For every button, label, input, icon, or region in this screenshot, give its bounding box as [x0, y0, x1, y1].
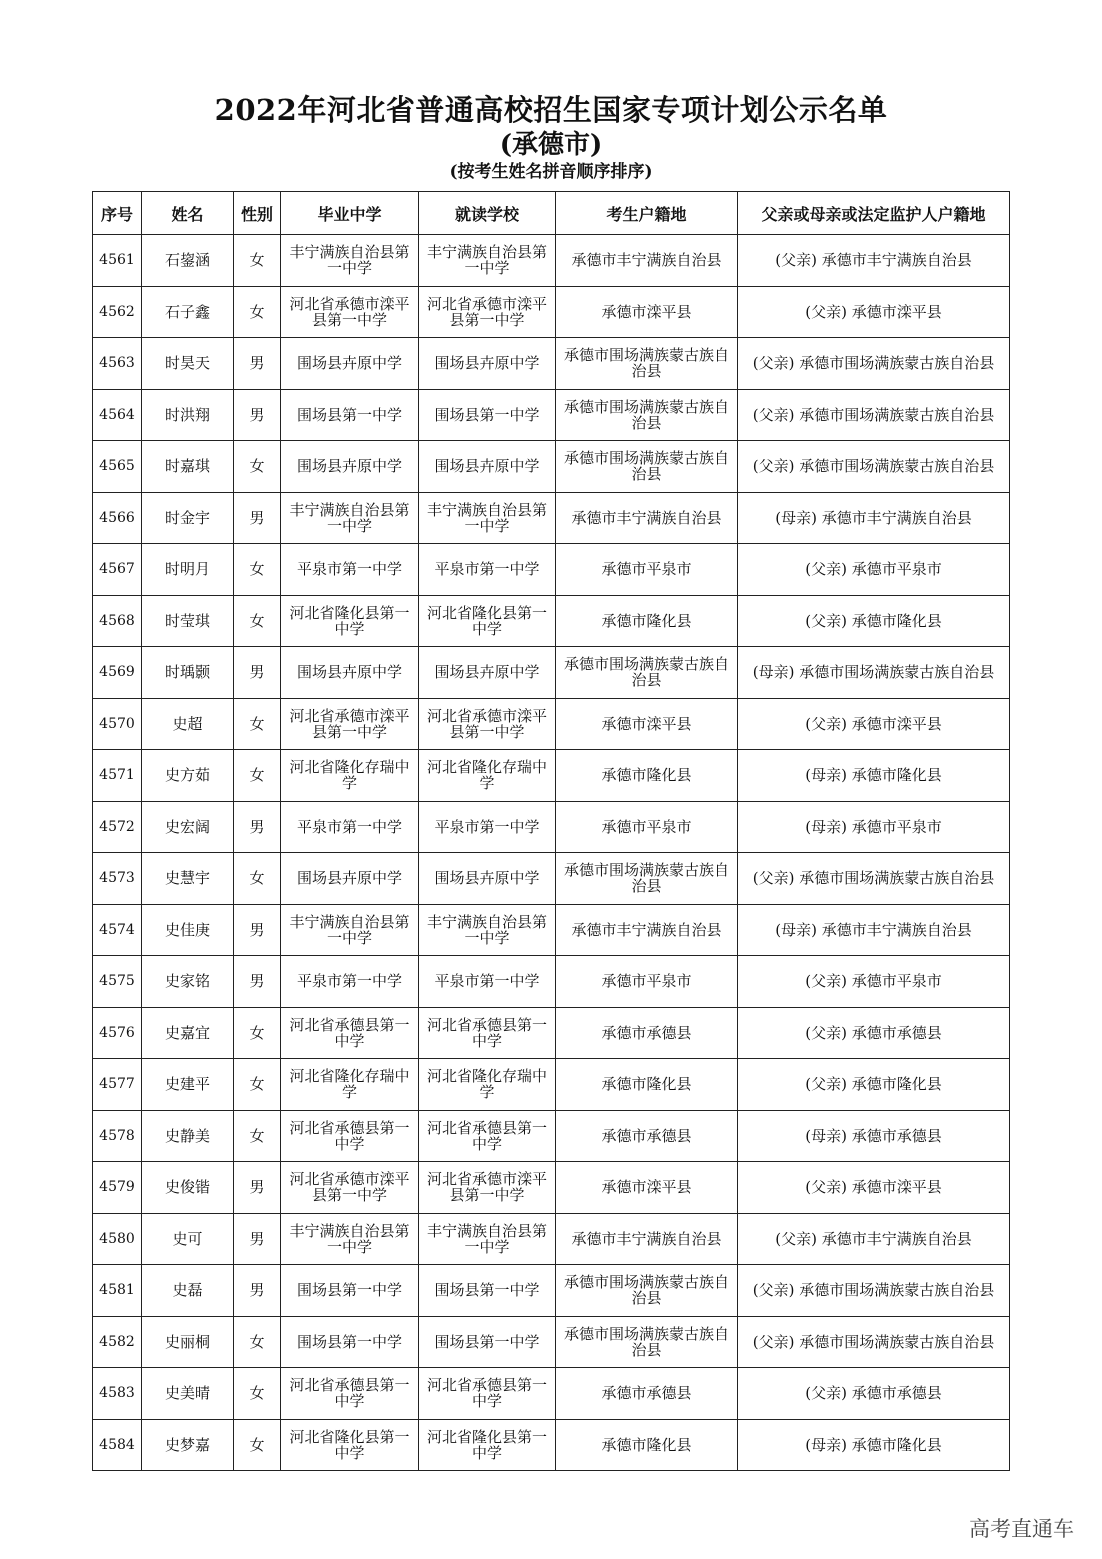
cell-student-residence: 承德市滦平县: [556, 1162, 738, 1214]
cell-name: 史超: [142, 698, 234, 750]
cell-current-school: 围场县第一中学: [419, 1316, 556, 1368]
roster-table: [92, 191, 1010, 1471]
cell-gender: 女: [234, 595, 281, 647]
cell-current-school: 围场县第一中学: [419, 1265, 556, 1317]
cell-current-school: 围场县卉原中学: [419, 441, 556, 493]
cell-serial: 4580: [93, 1213, 142, 1265]
cell-graduation-school: 丰宁满族自治县第一中学: [281, 492, 419, 544]
cell-current-school: 丰宁满族自治县第一中学: [419, 1213, 556, 1265]
table-row: [93, 1007, 1010, 1059]
table-row: [93, 801, 1010, 853]
table-row: [93, 1368, 1010, 1420]
cell-name: 史嘉宜: [142, 1007, 234, 1059]
cell-student-residence: 承德市承德县: [556, 1368, 738, 1420]
cell-guardian-residence: (父亲) 承德市围场满族蒙古族自治县: [738, 389, 1010, 441]
cell-current-school: 丰宁满族自治县第一中学: [419, 492, 556, 544]
cell-current-school: 围场县第一中学: [419, 389, 556, 441]
cell-graduation-school: 围场县第一中学: [281, 1316, 419, 1368]
cell-serial: 4573: [93, 853, 142, 905]
cell-name: 石子鑫: [142, 286, 234, 338]
cell-serial: 4562: [93, 286, 142, 338]
table-row: [93, 286, 1010, 338]
cell-student-residence: 承德市丰宁满族自治县: [556, 904, 738, 956]
cell-gender: 男: [234, 801, 281, 853]
cell-student-residence: 承德市围场满族蒙古族自治县: [556, 853, 738, 905]
table-row: [93, 1110, 1010, 1162]
cell-student-residence: 承德市隆化县: [556, 1419, 738, 1471]
cell-graduation-school: 河北省承德市滦平县第一中学: [281, 1162, 419, 1214]
cell-serial: 4576: [93, 1007, 142, 1059]
table-row: [93, 338, 1010, 390]
cell-student-residence: 承德市滦平县: [556, 698, 738, 750]
cell-gender: 男: [234, 338, 281, 390]
table-row: [93, 1419, 1010, 1471]
document-subtitle: (承德市): [499, 130, 603, 160]
cell-gender: 男: [234, 647, 281, 699]
cell-guardian-residence: (母亲) 承德市隆化县: [738, 1419, 1010, 1471]
cell-guardian-residence: (父亲) 承德市滦平县: [738, 286, 1010, 338]
cell-name: 史美晴: [142, 1368, 234, 1420]
table-row: [93, 1213, 1010, 1265]
cell-name: 时瑀颢: [142, 647, 234, 699]
cell-guardian-residence: (父亲) 承德市平泉市: [738, 544, 1010, 596]
cell-serial: 4578: [93, 1110, 142, 1162]
cell-gender: 女: [234, 286, 281, 338]
cell-guardian-residence: (母亲) 承德市隆化县: [738, 750, 1010, 802]
cell-name: 史慧宇: [142, 853, 234, 905]
cell-current-school: 平泉市第一中学: [419, 956, 556, 1008]
table-header-row: [93, 192, 1010, 235]
cell-name: 时明月: [142, 544, 234, 596]
cell-serial: 4574: [93, 904, 142, 956]
cell-gender: 女: [234, 1059, 281, 1111]
cell-guardian-residence: (父亲) 承德市承德县: [738, 1007, 1010, 1059]
cell-graduation-school: 平泉市第一中学: [281, 956, 419, 1008]
cell-graduation-school: 河北省承德县第一中学: [281, 1110, 419, 1162]
cell-name: 史宏阔: [142, 801, 234, 853]
cell-graduation-school: 河北省隆化存瑞中学: [281, 750, 419, 802]
table-row: [93, 1059, 1010, 1111]
cell-gender: 男: [234, 1265, 281, 1317]
cell-current-school: 河北省隆化县第一中学: [419, 1419, 556, 1471]
table-row: [93, 595, 1010, 647]
table-row: [93, 492, 1010, 544]
cell-graduation-school: 丰宁满族自治县第一中学: [281, 235, 419, 287]
cell-graduation-school: 丰宁满族自治县第一中学: [281, 1213, 419, 1265]
cell-guardian-residence: (父亲) 承德市围场满族蒙古族自治县: [738, 441, 1010, 493]
col-header-guardian-residence: 父亲或母亲或法定监护人户籍地: [738, 192, 1010, 235]
cell-student-residence: 承德市平泉市: [556, 801, 738, 853]
cell-student-residence: 承德市隆化县: [556, 1059, 738, 1111]
table-body: [93, 235, 1010, 1471]
cell-name: 时洪翔: [142, 389, 234, 441]
cell-current-school: 平泉市第一中学: [419, 544, 556, 596]
cell-serial: 4567: [93, 544, 142, 596]
watermark: 高考直通车: [969, 1517, 1074, 1541]
cell-serial: 4579: [93, 1162, 142, 1214]
sort-note: (按考生姓名拼音顺序排序): [449, 162, 653, 182]
cell-serial: 4581: [93, 1265, 142, 1317]
cell-current-school: 河北省承德县第一中学: [419, 1007, 556, 1059]
cell-guardian-residence: (父亲) 承德市丰宁满族自治县: [738, 235, 1010, 287]
cell-current-school: 平泉市第一中学: [419, 801, 556, 853]
cell-guardian-residence: (父亲) 承德市滦平县: [738, 698, 1010, 750]
table-row: [93, 235, 1010, 287]
cell-name: 史梦嘉: [142, 1419, 234, 1471]
cell-serial: 4561: [93, 235, 142, 287]
table-row: [93, 1162, 1010, 1214]
cell-gender: 男: [234, 904, 281, 956]
cell-student-residence: 承德市围场满族蒙古族自治县: [556, 1316, 738, 1368]
document-title: 2022年河北省普通高校招生国家专项计划公示名单: [214, 93, 888, 127]
cell-name: 时莹琪: [142, 595, 234, 647]
cell-name: 史可: [142, 1213, 234, 1265]
cell-current-school: 丰宁满族自治县第一中学: [419, 235, 556, 287]
cell-gender: 女: [234, 544, 281, 596]
cell-student-residence: 承德市平泉市: [556, 544, 738, 596]
cell-guardian-residence: (母亲) 承德市承德县: [738, 1110, 1010, 1162]
cell-graduation-school: 河北省隆化存瑞中学: [281, 1059, 419, 1111]
cell-graduation-school: 河北省承德市滦平县第一中学: [281, 698, 419, 750]
cell-guardian-residence: (母亲) 承德市平泉市: [738, 801, 1010, 853]
table-row: [93, 1316, 1010, 1368]
cell-gender: 女: [234, 235, 281, 287]
cell-name: 史磊: [142, 1265, 234, 1317]
cell-serial: 4563: [93, 338, 142, 390]
cell-current-school: 河北省承德县第一中学: [419, 1110, 556, 1162]
cell-serial: 4575: [93, 956, 142, 1008]
cell-current-school: 河北省隆化县第一中学: [419, 595, 556, 647]
cell-student-residence: 承德市平泉市: [556, 956, 738, 1008]
cell-gender: 男: [234, 492, 281, 544]
cell-graduation-school: 围场县第一中学: [281, 1265, 419, 1317]
col-header-graduation-school: 毕业中学: [281, 192, 419, 235]
col-header-serial: 序号: [93, 192, 142, 235]
cell-student-residence: 承德市丰宁满族自治县: [556, 492, 738, 544]
cell-student-residence: 承德市围场满族蒙古族自治县: [556, 389, 738, 441]
cell-serial: 4568: [93, 595, 142, 647]
cell-gender: 男: [234, 389, 281, 441]
cell-guardian-residence: (母亲) 承德市丰宁满族自治县: [738, 492, 1010, 544]
cell-gender: 男: [234, 1162, 281, 1214]
cell-gender: 女: [234, 441, 281, 493]
cell-name: 时嘉琪: [142, 441, 234, 493]
cell-student-residence: 承德市滦平县: [556, 286, 738, 338]
col-header-student-residence: 考生户籍地: [556, 192, 738, 235]
cell-serial: 4569: [93, 647, 142, 699]
cell-current-school: 河北省承德市滦平县第一中学: [419, 698, 556, 750]
table-row: [93, 389, 1010, 441]
table-row: [93, 853, 1010, 905]
cell-guardian-residence: (母亲) 承德市围场满族蒙古族自治县: [738, 647, 1010, 699]
cell-serial: 4566: [93, 492, 142, 544]
cell-current-school: 河北省承德市滦平县第一中学: [419, 286, 556, 338]
table-row: [93, 698, 1010, 750]
cell-gender: 女: [234, 853, 281, 905]
cell-gender: 女: [234, 1368, 281, 1420]
cell-guardian-residence: (父亲) 承德市隆化县: [738, 595, 1010, 647]
cell-serial: 4577: [93, 1059, 142, 1111]
cell-graduation-school: 河北省承德市滦平县第一中学: [281, 286, 419, 338]
col-header-name: 姓名: [142, 192, 234, 235]
cell-graduation-school: 河北省隆化县第一中学: [281, 1419, 419, 1471]
cell-graduation-school: 围场县第一中学: [281, 389, 419, 441]
cell-graduation-school: 河北省承德县第一中学: [281, 1368, 419, 1420]
cell-current-school: 围场县卉原中学: [419, 853, 556, 905]
cell-graduation-school: 围场县卉原中学: [281, 647, 419, 699]
cell-guardian-residence: (父亲) 承德市围场满族蒙古族自治县: [738, 853, 1010, 905]
cell-gender: 女: [234, 698, 281, 750]
cell-graduation-school: 平泉市第一中学: [281, 544, 419, 596]
table-row: [93, 1265, 1010, 1317]
cell-guardian-residence: (父亲) 承德市平泉市: [738, 956, 1010, 1008]
table-row: [93, 544, 1010, 596]
cell-name: 史方茹: [142, 750, 234, 802]
cell-guardian-residence: (父亲) 承德市滦平县: [738, 1162, 1010, 1214]
cell-student-residence: 承德市承德县: [556, 1007, 738, 1059]
cell-current-school: 围场县卉原中学: [419, 647, 556, 699]
cell-guardian-residence: (父亲) 承德市围场满族蒙古族自治县: [738, 1265, 1010, 1317]
cell-guardian-residence: (父亲) 承德市围场满族蒙古族自治县: [738, 1316, 1010, 1368]
cell-graduation-school: 丰宁满族自治县第一中学: [281, 904, 419, 956]
cell-name: 史丽桐: [142, 1316, 234, 1368]
col-header-gender: 性别: [234, 192, 281, 235]
cell-guardian-residence: (母亲) 承德市丰宁满族自治县: [738, 904, 1010, 956]
cell-current-school: 河北省承德县第一中学: [419, 1368, 556, 1420]
cell-student-residence: 承德市围场满族蒙古族自治县: [556, 1265, 738, 1317]
table-row: [93, 904, 1010, 956]
cell-name: 史静美: [142, 1110, 234, 1162]
table-row: [93, 750, 1010, 802]
cell-gender: 女: [234, 1316, 281, 1368]
cell-graduation-school: 平泉市第一中学: [281, 801, 419, 853]
cell-current-school: 河北省隆化存瑞中学: [419, 750, 556, 802]
cell-name: 史佳庚: [142, 904, 234, 956]
col-header-current-school: 就读学校: [419, 192, 556, 235]
cell-guardian-residence: (父亲) 承德市丰宁满族自治县: [738, 1213, 1010, 1265]
cell-name: 石鋆涵: [142, 235, 234, 287]
cell-current-school: 围场县卉原中学: [419, 338, 556, 390]
cell-name: 史建平: [142, 1059, 234, 1111]
cell-serial: 4583: [93, 1368, 142, 1420]
cell-student-residence: 承德市围场满族蒙古族自治县: [556, 647, 738, 699]
cell-gender: 女: [234, 1007, 281, 1059]
cell-gender: 女: [234, 1419, 281, 1471]
cell-student-residence: 承德市围场满族蒙古族自治县: [556, 441, 738, 493]
cell-serial: 4572: [93, 801, 142, 853]
cell-graduation-school: 围场县卉原中学: [281, 338, 419, 390]
cell-guardian-residence: (父亲) 承德市承德县: [738, 1368, 1010, 1420]
cell-current-school: 河北省隆化存瑞中学: [419, 1059, 556, 1111]
cell-gender: 男: [234, 1213, 281, 1265]
cell-serial: 4564: [93, 389, 142, 441]
cell-graduation-school: 围场县卉原中学: [281, 853, 419, 905]
cell-name: 时昊天: [142, 338, 234, 390]
cell-student-residence: 承德市隆化县: [556, 595, 738, 647]
cell-serial: 4571: [93, 750, 142, 802]
cell-student-residence: 承德市丰宁满族自治县: [556, 235, 738, 287]
cell-graduation-school: 围场县卉原中学: [281, 441, 419, 493]
cell-serial: 4565: [93, 441, 142, 493]
table-row: [93, 441, 1010, 493]
cell-gender: 女: [234, 750, 281, 802]
cell-serial: 4582: [93, 1316, 142, 1368]
cell-guardian-residence: (父亲) 承德市围场满族蒙古族自治县: [738, 338, 1010, 390]
cell-student-residence: 承德市承德县: [556, 1110, 738, 1162]
cell-serial: 4584: [93, 1419, 142, 1471]
table-row: [93, 956, 1010, 1008]
cell-graduation-school: 河北省隆化县第一中学: [281, 595, 419, 647]
cell-name: 史俊锴: [142, 1162, 234, 1214]
cell-gender: 女: [234, 1110, 281, 1162]
cell-student-residence: 承德市围场满族蒙古族自治县: [556, 338, 738, 390]
cell-gender: 男: [234, 956, 281, 1008]
cell-current-school: 河北省承德市滦平县第一中学: [419, 1162, 556, 1214]
cell-name: 史家铭: [142, 956, 234, 1008]
cell-name: 时金宇: [142, 492, 234, 544]
cell-guardian-residence: (父亲) 承德市隆化县: [738, 1059, 1010, 1111]
cell-student-residence: 承德市隆化县: [556, 750, 738, 802]
cell-student-residence: 承德市丰宁满族自治县: [556, 1213, 738, 1265]
table-row: [93, 647, 1010, 699]
cell-graduation-school: 河北省承德县第一中学: [281, 1007, 419, 1059]
cell-current-school: 丰宁满族自治县第一中学: [419, 904, 556, 956]
cell-serial: 4570: [93, 698, 142, 750]
